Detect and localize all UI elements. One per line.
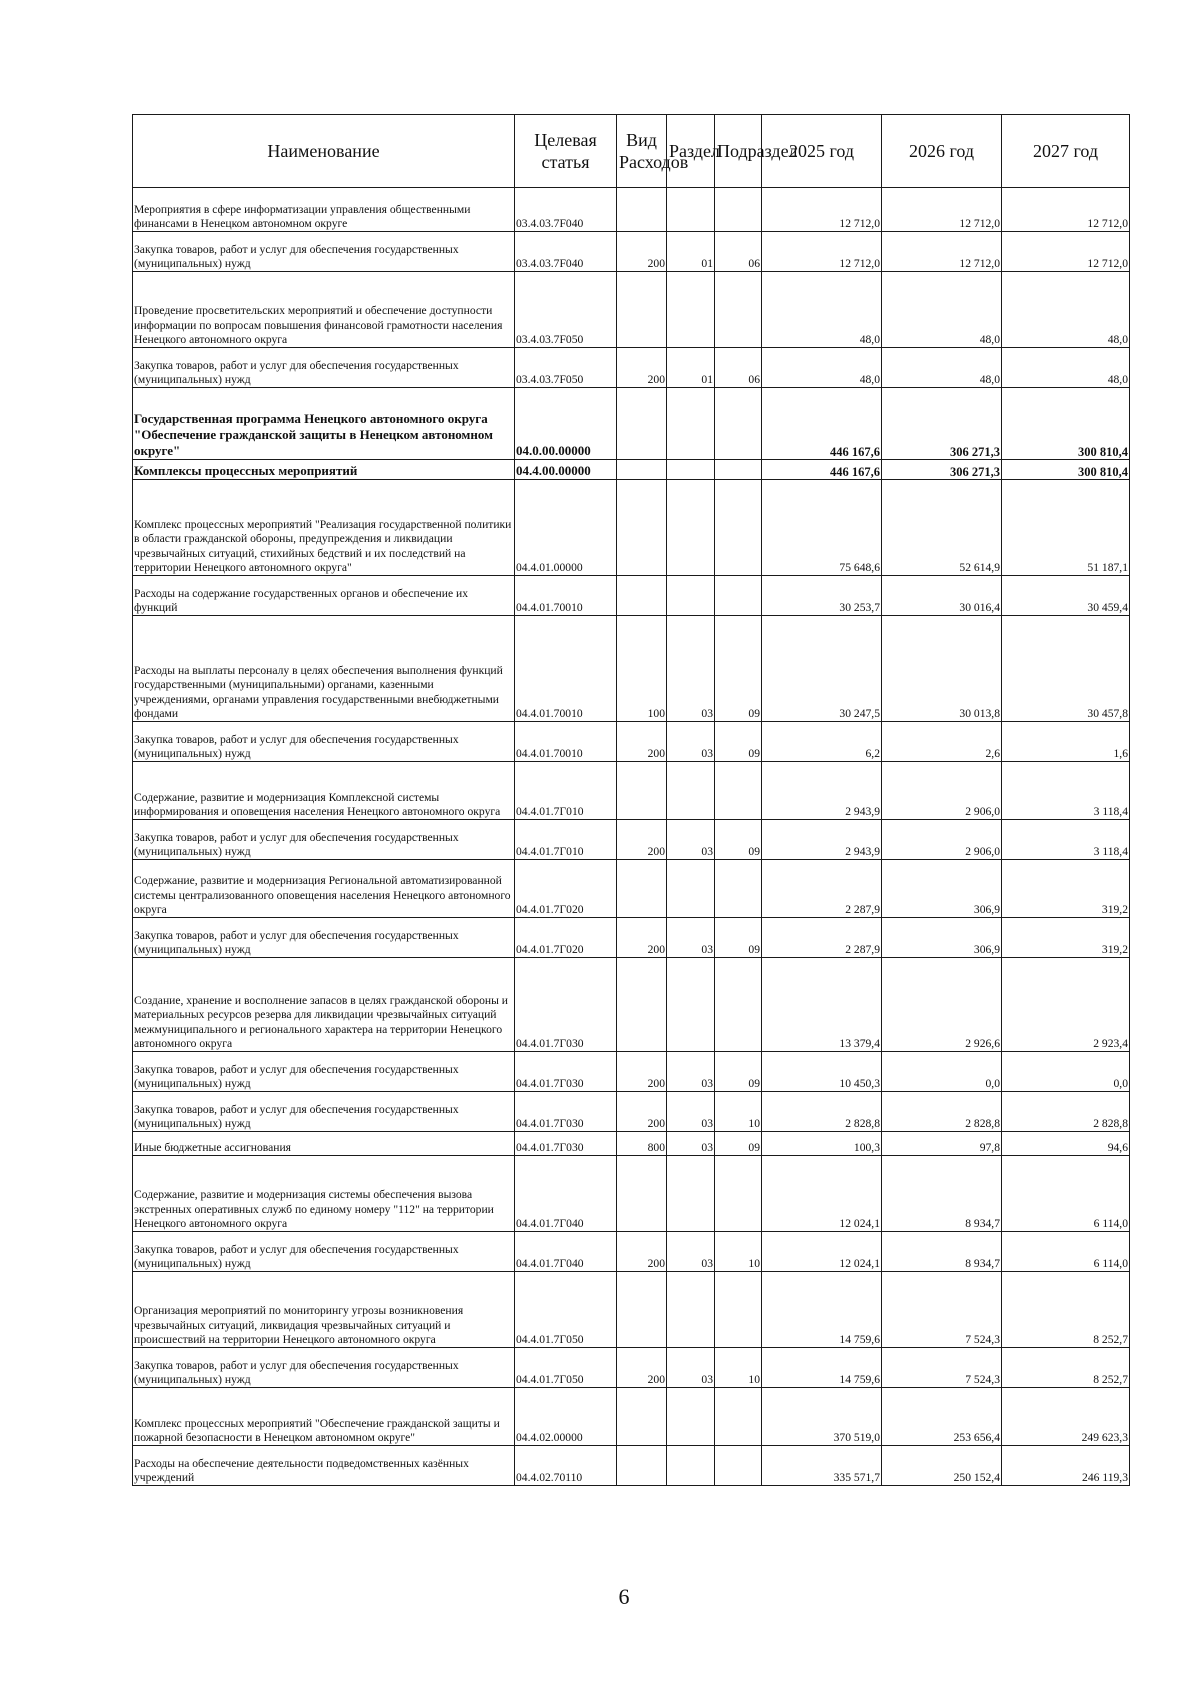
- cell-subsection: 09: [715, 820, 762, 860]
- table-row: [133, 1092, 1130, 1132]
- cell-expense-type: [617, 860, 667, 918]
- cell-expense-type: 200: [617, 1348, 667, 1388]
- cell-target: 04.4.01.7Г050: [515, 1348, 617, 1388]
- header-row: [133, 115, 1130, 188]
- cell-2025: 14 759,6: [762, 1272, 882, 1348]
- cell-expense-type: [617, 762, 667, 820]
- cell-2025: 370 519,0: [762, 1388, 882, 1446]
- cell-2025: 335 571,7: [762, 1446, 882, 1486]
- cell-2026: 2 906,0: [882, 820, 1002, 860]
- cell-name: Закупка товаров, работ и услуг для обеспечения государственных (муниципальных) нужд: [133, 1092, 515, 1132]
- cell-target: 04.4.01.7Г030: [515, 1132, 617, 1156]
- cell-2026: 8 934,7: [882, 1156, 1002, 1232]
- cell-2026: 8 934,7: [882, 1232, 1002, 1272]
- cell-section: [667, 1388, 715, 1446]
- cell-2027: 1,6: [1002, 722, 1130, 762]
- cell-expense-type: [617, 1388, 667, 1446]
- cell-name: Расходы на содержание государственных органов и обеспечение их функций: [133, 576, 515, 616]
- cell-2027: 30 459,4: [1002, 576, 1130, 616]
- cell-subsection: 09: [715, 616, 762, 722]
- cell-section: 03: [667, 1348, 715, 1388]
- cell-target: 04.4.01.7Г040: [515, 1156, 617, 1232]
- cell-target: 03.4.03.7F040: [515, 232, 617, 272]
- table-row: [133, 272, 1130, 348]
- cell-2027: 12 712,0: [1002, 232, 1130, 272]
- cell-2025: 12 024,1: [762, 1156, 882, 1232]
- table-row: [133, 576, 1130, 616]
- cell-2027: 249 623,3: [1002, 1388, 1130, 1446]
- cell-name: Закупка товаров, работ и услуг для обеспечения государственных (муниципальных) нужд: [133, 918, 515, 958]
- cell-2025: 12 024,1: [762, 1232, 882, 1272]
- table-row: [133, 1132, 1130, 1156]
- cell-subsection: 06: [715, 232, 762, 272]
- cell-2027: 2 923,4: [1002, 958, 1130, 1052]
- cell-subsection: [715, 1272, 762, 1348]
- cell-2026: 30 016,4: [882, 576, 1002, 616]
- cell-2027: 319,2: [1002, 860, 1130, 918]
- table-row: [133, 860, 1130, 918]
- cell-name: Содержание, развитие и модернизация системы обеспечения вызова экстренных оперативных служб по единому номеру "112" на территории Ненецкого автономного округа: [133, 1156, 515, 1232]
- cell-2026: 306,9: [882, 918, 1002, 958]
- cell-section: 03: [667, 1052, 715, 1092]
- cell-section: 03: [667, 1232, 715, 1272]
- cell-target: 03.4.03.7F050: [515, 272, 617, 348]
- cell-2027: 2 828,8: [1002, 1092, 1130, 1132]
- table-row: [133, 616, 1130, 722]
- cell-target: 04.4.01.7Г030: [515, 958, 617, 1052]
- table-row: [133, 1052, 1130, 1092]
- cell-2025: 2 287,9: [762, 918, 882, 958]
- cell-subsection: 09: [715, 918, 762, 958]
- cell-2027: 246 119,3: [1002, 1446, 1130, 1486]
- table-row: [133, 1446, 1130, 1486]
- cell-section: [667, 188, 715, 232]
- cell-2025: 100,3: [762, 1132, 882, 1156]
- cell-2025: 30 253,7: [762, 576, 882, 616]
- cell-section: [667, 272, 715, 348]
- cell-subsection: [715, 388, 762, 460]
- cell-2025: 2 943,9: [762, 820, 882, 860]
- cell-subsection: [715, 1446, 762, 1486]
- cell-target: 03.4.03.7F050: [515, 348, 617, 388]
- cell-2027: 6 114,0: [1002, 1232, 1130, 1272]
- cell-2027: 8 252,7: [1002, 1272, 1130, 1348]
- table-row: [133, 232, 1130, 272]
- cell-2026: 253 656,4: [882, 1388, 1002, 1446]
- table-row: [133, 1156, 1130, 1232]
- cell-subsection: [715, 860, 762, 918]
- cell-target: 04.4.01.7Г050: [515, 1272, 617, 1348]
- cell-expense-type: [617, 576, 667, 616]
- cell-2025: 6,2: [762, 722, 882, 762]
- cell-2025: 30 247,5: [762, 616, 882, 722]
- cell-2026: 48,0: [882, 272, 1002, 348]
- cell-name: Закупка товаров, работ и услуг для обеспечения государственных (муниципальных) нужд: [133, 232, 515, 272]
- header-expense-type: Вид Расходов: [617, 115, 667, 188]
- cell-name: Расходы на обеспечение деятельности подведомственных казённых учреждений: [133, 1446, 515, 1486]
- cell-2025: 10 450,3: [762, 1052, 882, 1092]
- cell-section: [667, 1446, 715, 1486]
- cell-2025: 2 828,8: [762, 1092, 882, 1132]
- cell-section: 03: [667, 616, 715, 722]
- cell-2026: 2,6: [882, 722, 1002, 762]
- budget-table: [132, 114, 1130, 1486]
- cell-expense-type: 200: [617, 722, 667, 762]
- cell-section: [667, 860, 715, 918]
- cell-2027: 0,0: [1002, 1052, 1130, 1092]
- page-number: 6: [618, 1584, 630, 1609]
- cell-2027: 30 457,8: [1002, 616, 1130, 722]
- cell-2025: 2 287,9: [762, 860, 882, 918]
- cell-2026: 306 271,3: [882, 460, 1002, 480]
- table-row: [133, 188, 1130, 232]
- cell-section: 01: [667, 232, 715, 272]
- cell-subsection: 09: [715, 722, 762, 762]
- cell-section: [667, 1272, 715, 1348]
- cell-name: Закупка товаров, работ и услуг для обеспечения государственных (муниципальных) нужд: [133, 722, 515, 762]
- cell-expense-type: [617, 188, 667, 232]
- cell-expense-type: 200: [617, 232, 667, 272]
- table-row: [133, 958, 1130, 1052]
- cell-section: [667, 762, 715, 820]
- cell-name: Проведение просветительских мероприятий и обеспечение доступности информации по вопросам повышения финансовой грамотности населения Ненецкого автономного округа: [133, 272, 515, 348]
- cell-target: 04.4.01.7Г020: [515, 860, 617, 918]
- cell-2026: 48,0: [882, 348, 1002, 388]
- cell-2026: 12 712,0: [882, 188, 1002, 232]
- cell-name: Закупка товаров, работ и услуг для обеспечения государственных (муниципальных) нужд: [133, 1052, 515, 1092]
- cell-name: Государственная программа Ненецкого автономного округа "Обеспечение гражданской защиты в Ненецком автономном округе": [133, 388, 515, 460]
- cell-name: Комплексы процессных мероприятий: [133, 460, 515, 480]
- table-body: [133, 188, 1130, 1486]
- header-2026: 2026 год: [882, 115, 1002, 188]
- cell-2025: 12 712,0: [762, 232, 882, 272]
- cell-subsection: 10: [715, 1232, 762, 1272]
- cell-section: 03: [667, 1092, 715, 1132]
- table-row: [133, 1272, 1130, 1348]
- cell-2026: 0,0: [882, 1052, 1002, 1092]
- cell-target: 04.4.00.00000: [515, 460, 617, 480]
- cell-expense-type: 200: [617, 1092, 667, 1132]
- cell-target: 04.0.00.00000: [515, 388, 617, 460]
- cell-subsection: 10: [715, 1348, 762, 1388]
- cell-2026: 52 614,9: [882, 480, 1002, 576]
- cell-2025: 446 167,6: [762, 460, 882, 480]
- cell-section: 03: [667, 918, 715, 958]
- cell-2026: 12 712,0: [882, 232, 1002, 272]
- cell-target: 04.4.01.7Г020: [515, 918, 617, 958]
- cell-name: Создание, хранение и восполнение запасов в целях гражданской обороны и материальных ресурсов резерва для ликвидации чрезвычайных ситуаций межмуниципального и регионального характера на территории Ненецкого автономного округа: [133, 958, 515, 1052]
- cell-expense-type: 200: [617, 348, 667, 388]
- cell-2026: 30 013,8: [882, 616, 1002, 722]
- cell-expense-type: [617, 272, 667, 348]
- cell-target: 03.4.03.7F040: [515, 188, 617, 232]
- cell-name: Комплекс процессных мероприятий "Обеспечение гражданской защиты и пожарной безопасности в Ненецком автономном округе": [133, 1388, 515, 1446]
- cell-section: [667, 576, 715, 616]
- cell-expense-type: 200: [617, 820, 667, 860]
- table-row: [133, 918, 1130, 958]
- table-row: [133, 762, 1130, 820]
- cell-expense-type: 200: [617, 1232, 667, 1272]
- header-name: Наименование: [133, 115, 515, 188]
- cell-subsection: [715, 576, 762, 616]
- cell-2026: 2 926,6: [882, 958, 1002, 1052]
- cell-section: 03: [667, 820, 715, 860]
- cell-section: [667, 958, 715, 1052]
- cell-2027: 51 187,1: [1002, 480, 1130, 576]
- cell-target: 04.4.01.7Г010: [515, 820, 617, 860]
- cell-2026: 306 271,3: [882, 388, 1002, 460]
- cell-expense-type: [617, 480, 667, 576]
- cell-target: 04.4.01.00000: [515, 480, 617, 576]
- header-target: Целевая статья: [515, 115, 617, 188]
- cell-expense-type: [617, 388, 667, 460]
- cell-2027: 48,0: [1002, 348, 1130, 388]
- table-row: [133, 480, 1130, 576]
- cell-2026: 7 524,3: [882, 1272, 1002, 1348]
- cell-2026: 306,9: [882, 860, 1002, 918]
- cell-target: 04.4.02.70110: [515, 1446, 617, 1486]
- cell-target: 04.4.01.7Г040: [515, 1232, 617, 1272]
- cell-name: Закупка товаров, работ и услуг для обеспечения государственных (муниципальных) нужд: [133, 1232, 515, 1272]
- cell-2026: 2 906,0: [882, 762, 1002, 820]
- cell-subsection: [715, 762, 762, 820]
- cell-subsection: [715, 1388, 762, 1446]
- cell-section: [667, 388, 715, 460]
- cell-section: 03: [667, 722, 715, 762]
- cell-target: 04.4.01.70010: [515, 576, 617, 616]
- cell-expense-type: [617, 1156, 667, 1232]
- cell-2027: 6 114,0: [1002, 1156, 1130, 1232]
- cell-target: 04.4.02.00000: [515, 1388, 617, 1446]
- cell-name: Иные бюджетные ассигнования: [133, 1132, 515, 1156]
- table-row: [133, 460, 1130, 480]
- cell-target: 04.4.01.7Г030: [515, 1052, 617, 1092]
- table-row: [133, 1388, 1130, 1446]
- cell-2027: 12 712,0: [1002, 188, 1130, 232]
- cell-subsection: [715, 1156, 762, 1232]
- cell-name: Закупка товаров, работ и услуг для обеспечения государственных (муниципальных) нужд: [133, 348, 515, 388]
- cell-expense-type: 200: [617, 1052, 667, 1092]
- table-row: [133, 1348, 1130, 1388]
- cell-subsection: 06: [715, 348, 762, 388]
- cell-name: Расходы на выплаты персоналу в целях обеспечения выполнения функций государственными (муниципальными) органами, казенными учреждениями, органами управления государственными внебюджетными фондами: [133, 616, 515, 722]
- cell-expense-type: 100: [617, 616, 667, 722]
- cell-2027: 48,0: [1002, 272, 1130, 348]
- cell-2027: 3 118,4: [1002, 762, 1130, 820]
- cell-name: Организация мероприятий по мониторингу угрозы возникновения чрезвычайных ситуаций, ликвидация чрезвычайных ситуаций и происшествий на территории Ненецкого автономного округа: [133, 1272, 515, 1348]
- table-row: [133, 388, 1130, 460]
- cell-section: [667, 460, 715, 480]
- cell-2025: 13 379,4: [762, 958, 882, 1052]
- cell-2025: 446 167,6: [762, 388, 882, 460]
- cell-2027: 94,6: [1002, 1132, 1130, 1156]
- header-2027: 2027 год: [1002, 115, 1130, 188]
- cell-subsection: [715, 480, 762, 576]
- header-2025: 2025 год: [762, 115, 882, 188]
- cell-2027: 3 118,4: [1002, 820, 1130, 860]
- cell-2025: 14 759,6: [762, 1348, 882, 1388]
- cell-name: Содержание, развитие и модернизация Комплексной системы информирования и оповещения населения Ненецкого автономного округа: [133, 762, 515, 820]
- cell-2025: 75 648,6: [762, 480, 882, 576]
- cell-2027: 8 252,7: [1002, 1348, 1130, 1388]
- cell-2027: 300 810,4: [1002, 460, 1130, 480]
- cell-2025: 2 943,9: [762, 762, 882, 820]
- table-row: [133, 348, 1130, 388]
- cell-2025: 48,0: [762, 348, 882, 388]
- cell-2027: 319,2: [1002, 918, 1130, 958]
- cell-name: Содержание, развитие и модернизация Региональной автоматизированной системы централизованного оповещения населения Ненецкого автономного округа: [133, 860, 515, 918]
- cell-expense-type: 800: [617, 1132, 667, 1156]
- header-section: Раздел: [667, 115, 715, 188]
- cell-subsection: [715, 272, 762, 348]
- cell-2026: 250 152,4: [882, 1446, 1002, 1486]
- cell-2025: 12 712,0: [762, 188, 882, 232]
- cell-subsection: 09: [715, 1132, 762, 1156]
- cell-2026: 97,8: [882, 1132, 1002, 1156]
- cell-expense-type: [617, 460, 667, 480]
- cell-subsection: 09: [715, 1052, 762, 1092]
- cell-target: 04.4.01.7Г030: [515, 1092, 617, 1132]
- header-subsection: Подраздел: [715, 115, 762, 188]
- cell-section: [667, 1156, 715, 1232]
- cell-expense-type: 200: [617, 918, 667, 958]
- cell-section: 03: [667, 1132, 715, 1156]
- cell-section: [667, 480, 715, 576]
- cell-subsection: [715, 958, 762, 1052]
- cell-target: 04.4.01.70010: [515, 722, 617, 762]
- cell-2027: 300 810,4: [1002, 388, 1130, 460]
- table-row: [133, 722, 1130, 762]
- cell-2026: 7 524,3: [882, 1348, 1002, 1388]
- cell-subsection: [715, 460, 762, 480]
- cell-section: 01: [667, 348, 715, 388]
- cell-2026: 2 828,8: [882, 1092, 1002, 1132]
- cell-name: Комплекс процессных мероприятий "Реализация государственной политики в области гражданской обороны, предупреждения и ликвидации чрезвычайных ситуаций, стихийных бедствий и их последствий на территории Ненецкого автономного округа": [133, 480, 515, 576]
- cell-expense-type: [617, 1446, 667, 1486]
- cell-2025: 48,0: [762, 272, 882, 348]
- cell-name: Мероприятия в сфере информатизации управления общественными финансами в Ненецком автономном округе: [133, 188, 515, 232]
- cell-target: 04.4.01.7Г010: [515, 762, 617, 820]
- cell-subsection: [715, 188, 762, 232]
- table-row: [133, 1232, 1130, 1272]
- cell-name: Закупка товаров, работ и услуг для обеспечения государственных (муниципальных) нужд: [133, 820, 515, 860]
- cell-subsection: 10: [715, 1092, 762, 1132]
- table-row: [133, 820, 1130, 860]
- cell-expense-type: [617, 958, 667, 1052]
- cell-name: Закупка товаров, работ и услуг для обеспечения государственных (муниципальных) нужд: [133, 1348, 515, 1388]
- cell-expense-type: [617, 1272, 667, 1348]
- cell-target: 04.4.01.70010: [515, 616, 617, 722]
